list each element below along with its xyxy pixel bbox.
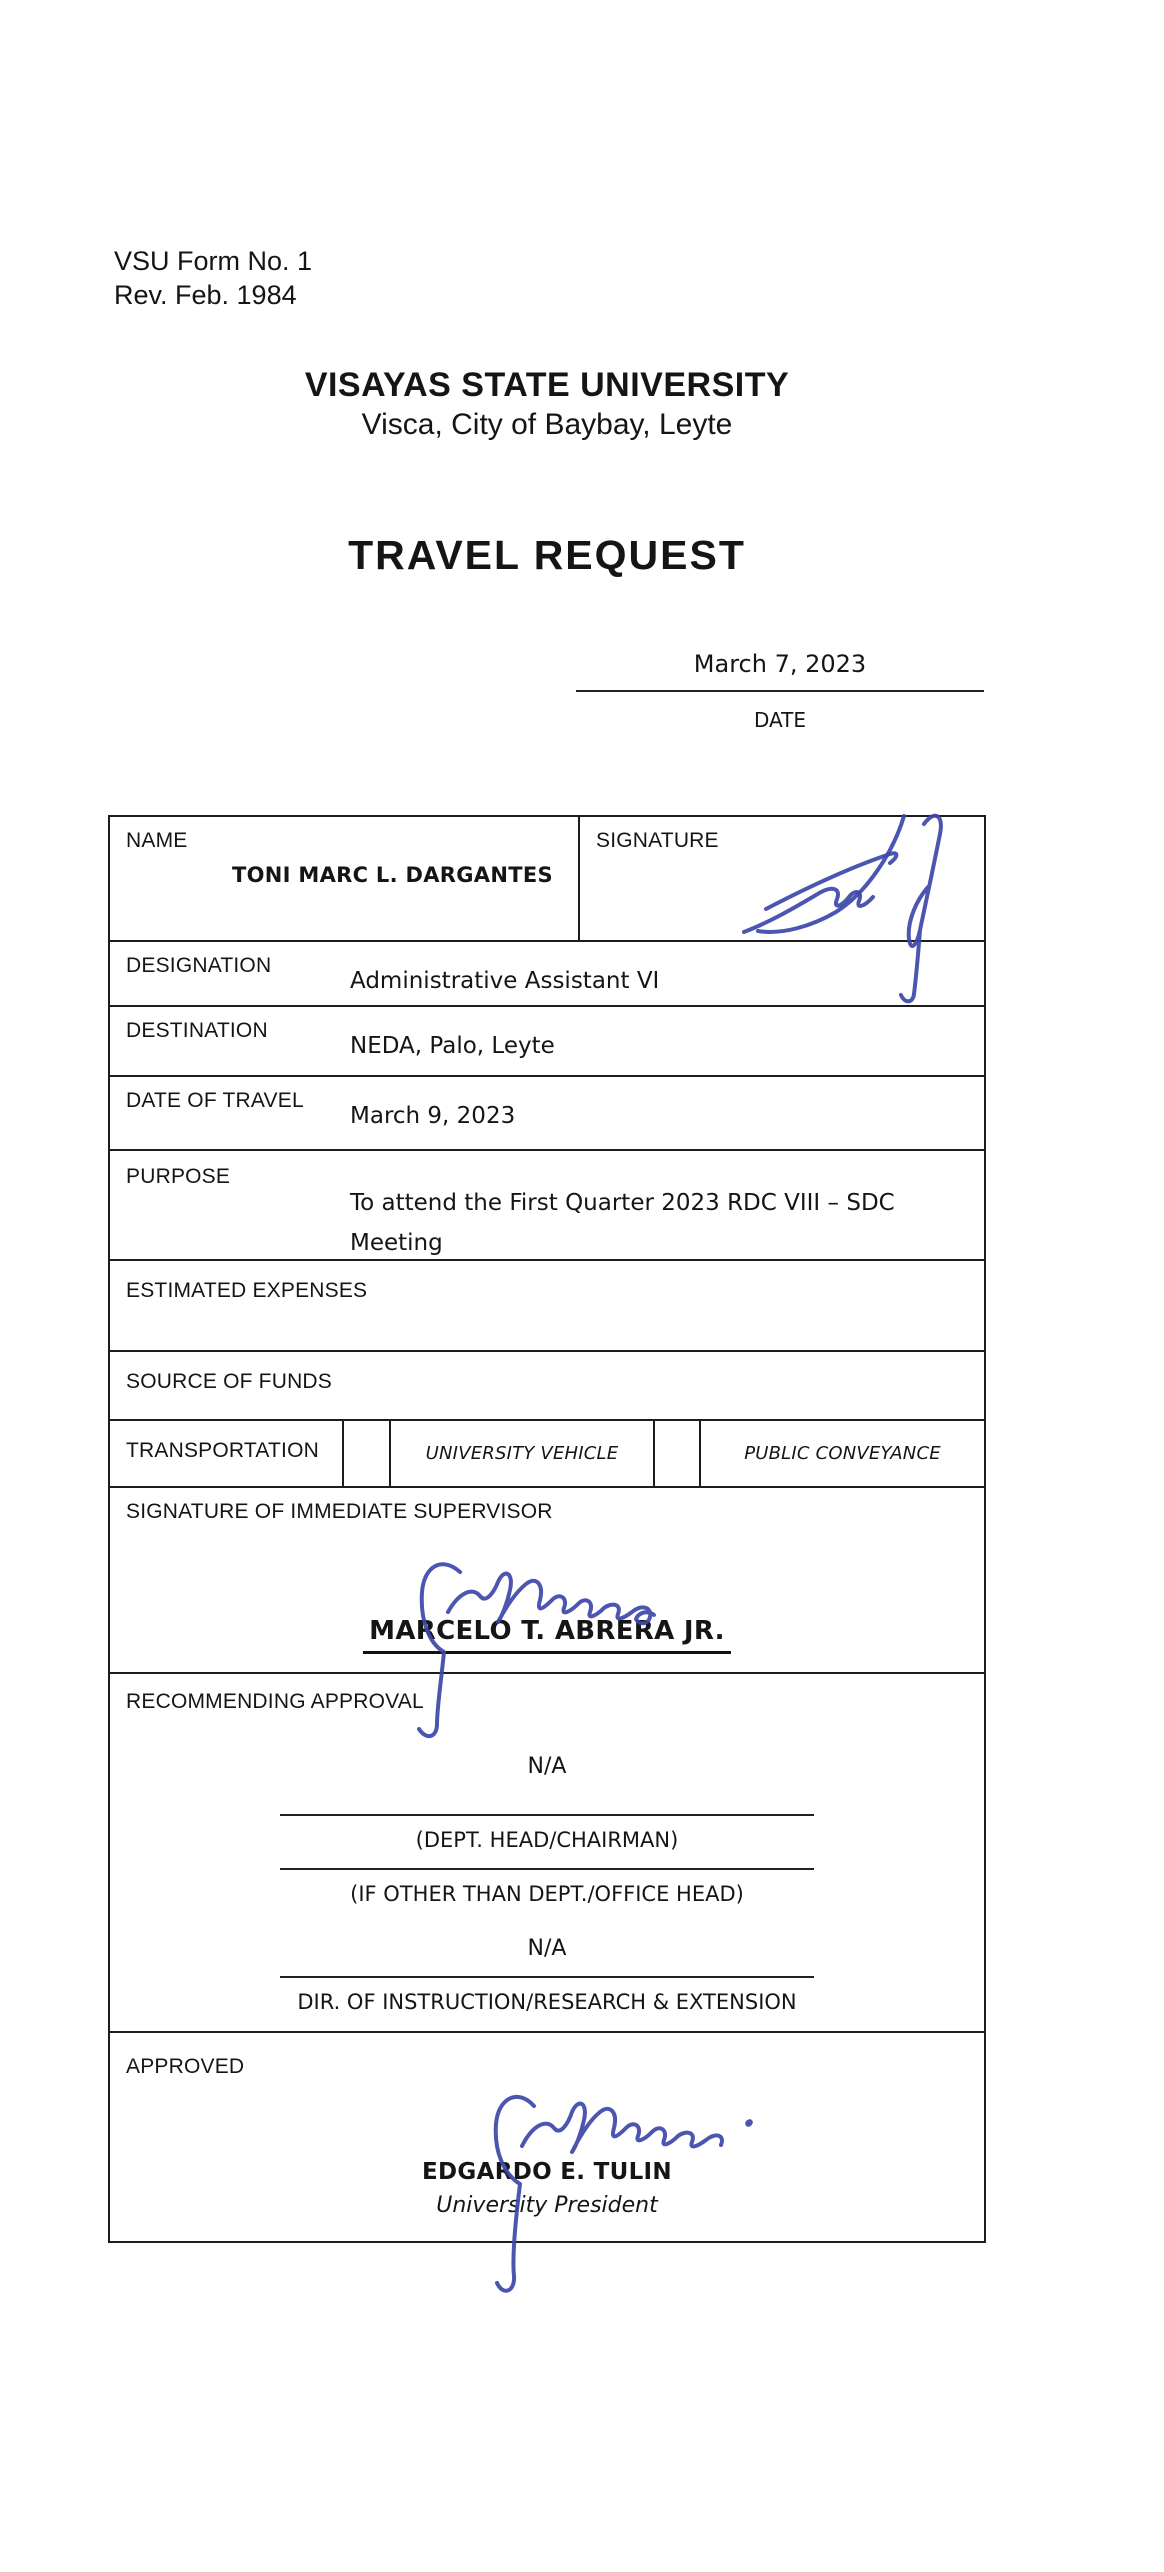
public-conveyance-checkbox: [655, 1421, 701, 1486]
row-recommending-approval: [110, 1674, 984, 2033]
director-caption: DIR. OF INSTRUCTION/RESEARCH & EXTENSION: [297, 1990, 797, 2014]
recommending-na-director: N/A: [527, 1936, 567, 1961]
form-table: [108, 815, 986, 2243]
recommending-na-dept: N/A: [527, 1754, 567, 1779]
estimated-expenses-label: ESTIMATED EXPENSES: [126, 1279, 368, 1302]
form-number: VSU Form No. 1: [114, 246, 313, 276]
row-purpose: [110, 1151, 984, 1261]
president-title: University President: [436, 2193, 658, 2218]
university-vehicle-checkbox: [344, 1421, 391, 1486]
name-label: NAME: [126, 829, 188, 852]
dept-head-signature-line: [280, 1814, 814, 1816]
form-title: TRAVEL REQUEST: [348, 532, 746, 578]
row-designation: [110, 942, 984, 1007]
public-conveyance-option: PUBLIC CONVEYANCE: [744, 1443, 941, 1464]
signature-cell: [580, 817, 984, 940]
date-of-travel-label: DATE OF TRAVEL: [126, 1089, 304, 1112]
row-destination: [110, 1007, 984, 1077]
dept-head-caption: (DEPT. HEAD/CHAIRMAN): [415, 1828, 679, 1852]
designation-label: DESIGNATION: [126, 954, 272, 977]
date-underline: [576, 690, 984, 692]
transportation-label-cell: [110, 1421, 344, 1486]
purpose-value: To attend the First Quarter 2023 RDC VIII – SDC Meeting: [350, 1190, 895, 1256]
row-transportation: [110, 1421, 984, 1488]
supervisor-name: MARCELO T. ABRERA JR.: [110, 1616, 984, 1654]
supervisor-section-label: SIGNATURE OF IMMEDIATE SUPERVISOR: [126, 1500, 553, 1523]
purpose-label: PURPOSE: [126, 1165, 231, 1188]
approved-label: APPROVED: [126, 2055, 245, 2078]
designation-value: Administrative Assistant VI: [350, 968, 660, 994]
date-of-travel-value: March 9, 2023: [350, 1103, 516, 1129]
date-value: March 7, 2023: [693, 650, 867, 678]
form-revision: Rev. Feb. 1984: [114, 280, 297, 310]
president-name: EDGARDO E. TULIN: [422, 2159, 672, 2185]
signature-label: SIGNATURE: [596, 829, 719, 852]
other-head-signature-line: [280, 1868, 814, 1870]
row-name-signature: [110, 817, 984, 942]
university-name: VISAYAS STATE UNIVERSITY: [304, 366, 790, 404]
date-label: DATE: [753, 708, 807, 732]
transportation-label: TRANSPORTATION: [126, 1439, 319, 1462]
source-of-funds-label: SOURCE OF FUNDS: [126, 1370, 333, 1393]
director-signature-line: [280, 1976, 814, 1978]
row-immediate-supervisor: [110, 1488, 984, 1674]
destination-label: DESTINATION: [126, 1019, 268, 1042]
name-cell: [110, 817, 580, 940]
other-head-caption: (IF OTHER THAN DEPT./OFFICE HEAD): [350, 1882, 744, 1906]
recommending-approval-label: RECOMMENDING APPROVAL: [126, 1690, 424, 1713]
row-date-of-travel: [110, 1077, 984, 1151]
university-address: Visca, City of Baybay, Leyte: [361, 408, 733, 441]
university-vehicle-option: UNIVERSITY VEHICLE: [391, 1421, 655, 1486]
row-approved: [110, 2033, 984, 2241]
row-source-of-funds: [110, 1352, 984, 1421]
name-value: TONI MARC L. DARGANTES: [232, 863, 553, 887]
destination-value: NEDA, Palo, Leyte: [350, 1033, 555, 1059]
row-estimated-expenses: [110, 1261, 984, 1352]
